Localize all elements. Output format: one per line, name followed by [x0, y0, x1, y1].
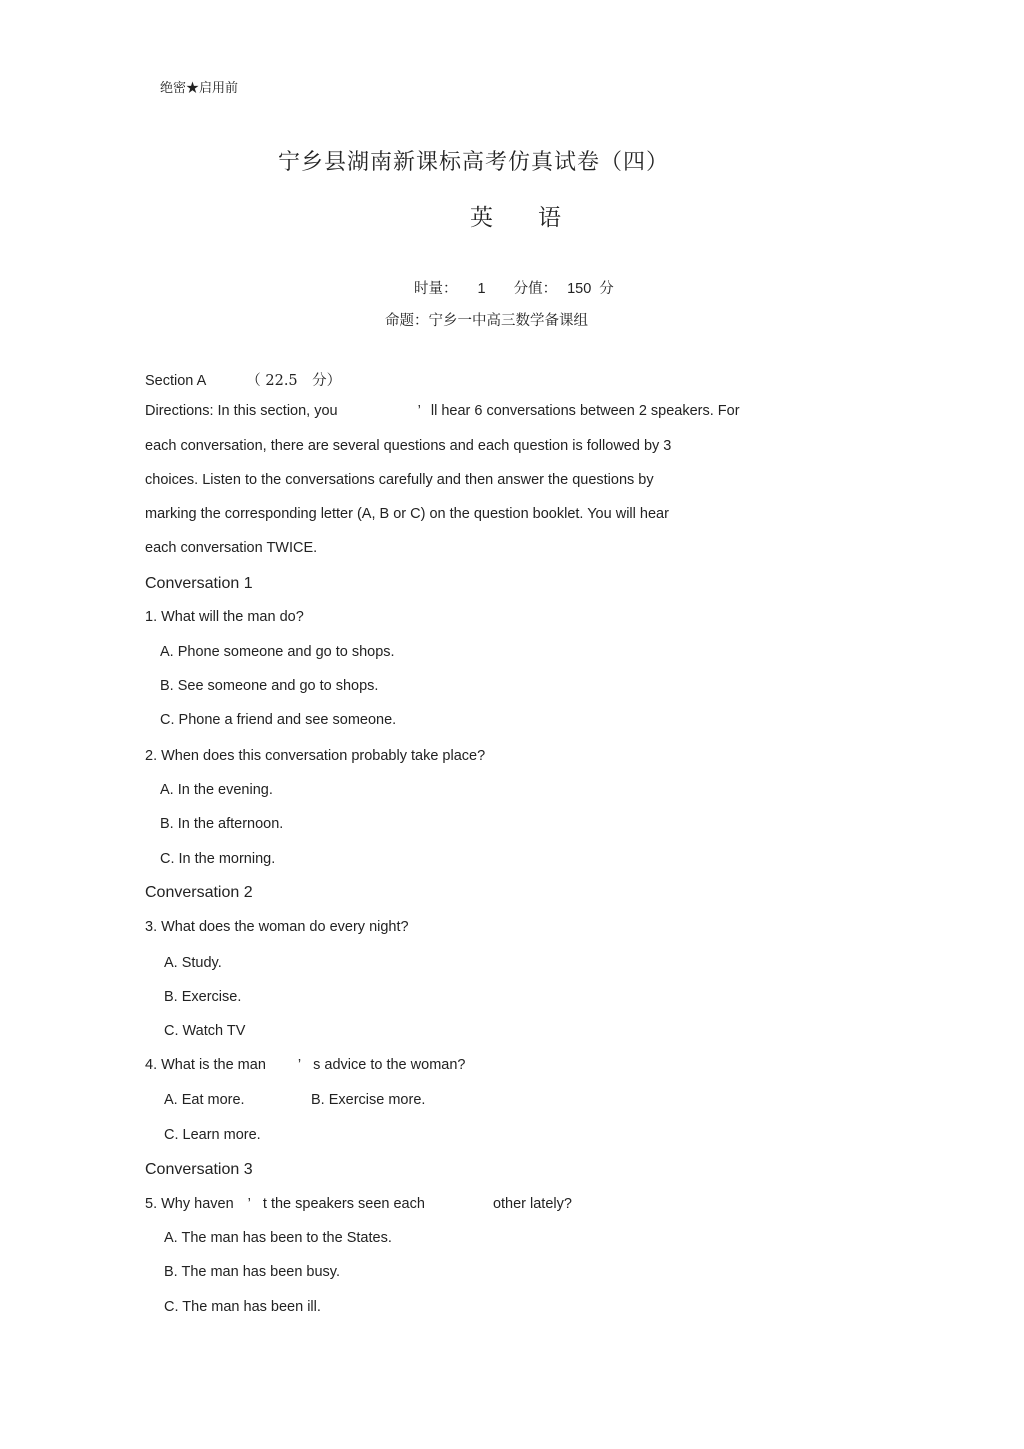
directions-line: marking the corresponding letter (A, B or C) on the question booklet. You will hear [145, 506, 669, 522]
answer-option[interactable]: A. Eat more. [164, 1092, 245, 1108]
answer-option[interactable]: A. In the evening. [160, 782, 273, 798]
directions-text: ll hear 6 conversations between 2 speakers. For [430, 403, 740, 419]
question-part: other lately? [492, 1196, 572, 1212]
score-unit: 分 [599, 281, 614, 297]
apostrophe: ’ [417, 403, 421, 419]
answer-option[interactable]: A. Study. [164, 955, 222, 971]
subject-title [470, 199, 562, 232]
answer-option[interactable]: C. The man has been ill. [164, 1299, 321, 1315]
question-text: 1. What will the man do? [145, 609, 304, 625]
question-part: 4. What is the man [145, 1057, 266, 1073]
exam-meta [414, 277, 614, 298]
question-text: 2. When does this conversation probably take place? [145, 748, 486, 764]
apostrophe: ’ [247, 1196, 251, 1212]
directions-text: Directions: In this section, you [145, 403, 338, 419]
question-text [145, 1196, 572, 1212]
subject-char: 英 [470, 205, 494, 231]
answer-option[interactable]: B. See someone and go to shops. [160, 678, 379, 694]
question-text: 3. What does the woman do every night? [145, 919, 409, 935]
directions-line: each conversation, there are several questions and each question is followed by 3 [145, 438, 672, 454]
question-part: 5. Why haven [145, 1196, 234, 1212]
directions-line [145, 403, 740, 419]
exam-title: 宁乡县湖南新课标高考仿真试卷（四） [278, 150, 670, 175]
answer-option[interactable]: C. Watch TV [164, 1023, 246, 1039]
conversation-title: Conversation 1 [145, 575, 253, 592]
question-part: s advice to the woman? [313, 1057, 466, 1073]
answer-option[interactable]: B. Exercise. [164, 989, 242, 1005]
question-text [145, 1057, 465, 1073]
answer-option[interactable]: A. The man has been to the States. [164, 1230, 392, 1246]
answer-option[interactable]: C. Phone a friend and see someone. [160, 712, 397, 728]
score-value: 150 [567, 281, 592, 297]
author-line: 命题：宁乡一中高三数学备课组 [385, 313, 588, 329]
answer-option[interactable]: B. In the afternoon. [160, 816, 284, 832]
answer-option[interactable]: C. In the morning. [160, 851, 276, 867]
time-value: 1 [477, 281, 486, 297]
confidential-label: 绝密★启用前 [160, 81, 239, 96]
time-label: 时量： [414, 281, 458, 297]
section-heading [145, 369, 341, 390]
answer-option[interactable]: B. The man has been busy. [164, 1264, 340, 1280]
answer-option[interactable]: C. Learn more. [164, 1127, 261, 1143]
section-points: （ 22.5 分） [246, 373, 342, 389]
conversation-title: Conversation 3 [145, 1161, 253, 1178]
apostrophe: ’ [297, 1057, 302, 1073]
answer-option[interactable]: B. Exercise more. [311, 1092, 426, 1108]
subject-char: 语 [538, 205, 562, 231]
score-label: 分值： [513, 281, 558, 297]
directions-line: choices. Listen to the conversations carefully and then answer the questions by [145, 472, 654, 488]
answer-option[interactable]: A. Phone someone and go to shops. [160, 644, 395, 660]
section-name: Section A [145, 373, 207, 389]
conversation-title: Conversation 2 [145, 884, 253, 901]
question-part: t the speakers seen each [262, 1196, 425, 1212]
directions-line: each conversation TWICE. [145, 540, 318, 556]
